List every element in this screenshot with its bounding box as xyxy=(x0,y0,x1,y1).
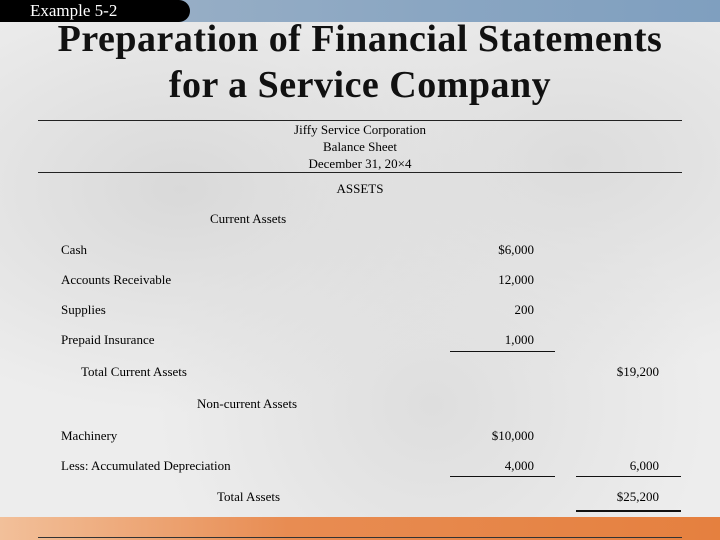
prepaid-insurance-label: Prepaid Insurance xyxy=(61,332,155,347)
header-top-rule xyxy=(38,120,682,121)
supplies-amount: 200 xyxy=(514,302,534,317)
receivable-label: Accounts Receivable xyxy=(61,272,172,287)
footer-rule xyxy=(38,537,682,538)
example-tab: Example 5-2 xyxy=(0,0,190,22)
subtotal-underline xyxy=(450,351,555,352)
noncurrent-assets-heading: Non-current Assets xyxy=(197,396,298,411)
total-assets-amount: $25,200 xyxy=(616,489,659,504)
title-line-2: for a Service Company xyxy=(168,64,552,106)
total-current-assets-amount: $19,200 xyxy=(616,364,659,379)
prepaid-insurance-amount: 1,000 xyxy=(504,332,534,347)
company-name: Jiffy Service Corporation xyxy=(294,122,426,137)
header-bottom-rule xyxy=(38,172,682,173)
receivable-amount: 12,000 xyxy=(498,272,534,287)
net-machinery-amount: 6,000 xyxy=(629,458,659,473)
total-current-assets-label: Total Current Assets xyxy=(81,364,187,379)
machinery-label: Machinery xyxy=(61,428,118,443)
cash-label: Cash xyxy=(61,242,87,257)
depreciation-label: Less: Accumulated Depreciation xyxy=(61,458,231,473)
total-assets-label: Total Assets xyxy=(217,489,281,504)
statement-name: Balance Sheet xyxy=(323,139,397,154)
slide-title xyxy=(0,16,720,108)
depreciation-underline xyxy=(450,476,555,477)
depreciation-amount: 4,000 xyxy=(504,458,534,473)
section-heading: ASSETS xyxy=(336,181,384,196)
current-assets-heading: Current Assets xyxy=(210,211,287,226)
cash-amount: $6,000 xyxy=(498,242,534,257)
title-line-1: Preparation of Financial Statements xyxy=(57,18,663,60)
supplies-label: Supplies xyxy=(61,302,106,317)
machinery-amount: $10,000 xyxy=(491,428,534,443)
total-assets-double-underline xyxy=(576,510,681,512)
net-machinery-underline xyxy=(576,476,681,477)
statement-date: December 31, 20×4 xyxy=(308,156,412,171)
